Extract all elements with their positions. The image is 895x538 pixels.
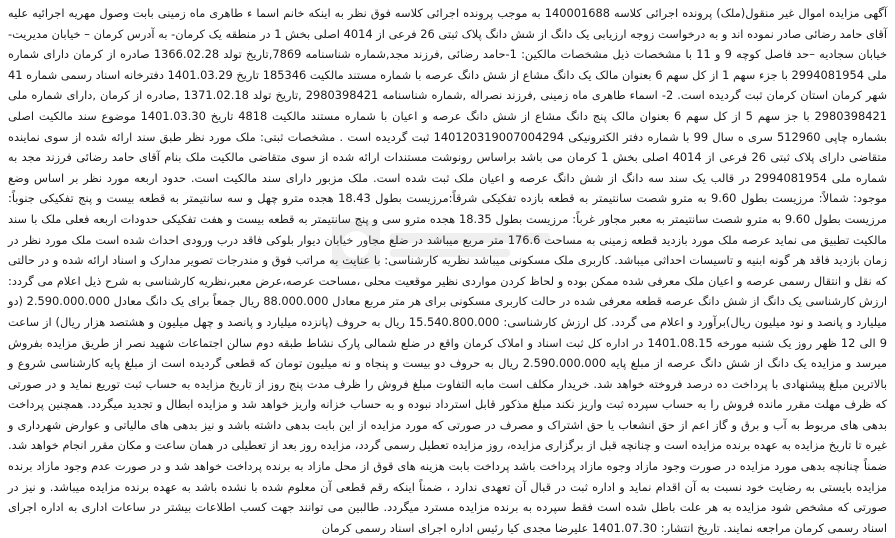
notice-body: آگهی مزایده اموال غیر منقول(ملک) پرونده اجرائی کلاسه 140001688 به موجب پرونده اجرائی کلاسه فوق نظر به اینکه خانم اسما ء طاهری ماه زمینی بابت وصول مهریه اجرائیه علیه آقای حامد رضائی صادر نموده اند و به درخواست زوجه ارزیابی یک دانگ از شش دانگ پلاک ثبتی 26 فرعی از 4014 اصلی بخش 1 در منطقه یک کرمان- به آدرس کرمان – خیابان مدیریت- خیابان سجادیه –حد فاصل کوچه 9 و 11 با مشخصات ذیل مشخصات مالکین: 1-حامد رضائی ,فرزند مجد,شماره شناسنامه 7869,تاریخ تولد 1366.02.28 صادره از کرمان دارای شماره ملی 2994081954 با جزء سهم 1 از کل سهم 6 بعنوان مالک یک دانگ مشاع از شش دانگ عرصه با شماره مستند مالکیت 185346 تاریخ 1401.03.29 دفترخانه اسناد رسمی شماره 41 شهر کرمان استان کرمان ثبت گردیده است. 2- اسماء طاهری ماه زمینی ,فرزند نصراله ,شماره شناسنامه 2980398421 ,تاریخ تولد 1371.02.18 ,صادره از کرمان ,دارای شماره ملی 2980398421 با جز سهم 5 از کل سهم 6 بعنوان مالک پنج دانگ مشاع از شش دانگ عرصه و اعیان با شماره مستند مالکیت 4818 تاریخ 1401.03.30 موضوع سند مالکیت اصلی بشماره چاپی 512960 سری ه سال 99 با شماره دفتر الکترونیکی 140120319007004294 ثبت گردیده است . مشخصات ثبتی: ملک مورد نظر طبق سند ارائه شده از سوی نماینده متقاضی دارای پلاک ثبتی 26 فرعی از 4014 اصلی بخش 1 کرمان می باشد براساس رونوشت مستندات ارائه شده از سوی متقاضی مالکیت ملک بنام آقای حامد رضائی فرزند مجد به شماره ملی 2994081954 در قالب یک سند سه دانگ از شش دانگ عرصه و اعیان ملک ثبت شده است. ملک مزبور دارای سند مالکیت است. حدود اربعه مورد نظر بر اساس وضع موجود: شمالاً: مرزیست بطول 9.60 به مترو شصت سانتیمتر به قطعه بازده تفکیکی شرقاً:مرزیست بطول 18.43 هجده مترو چهل و سه سانتیمتر به قطعه بیست و پنج تفکیکی جنوباً: مرزیست بطول 9.60 به مترو شصت سانتیمتر به معبر مجاور غرباً: مرزیست بطول 18.35 هجده مترو سی و پنج سانتیمتر به قطعه بیست و هفت تفکیکی حدودات اربعه فعلی ملک با سند مالکیت تطبیق می نماید عرصه ملک مورد بازدید قطعه زمینی به مساحت 176.6 متر مربع میباشد در ضلع مجاور خیابان دیوار بلوکی فاقد درب ورودی احداث شده است ملک مورد نظر در زمان بازدید فاقد هر گونه ابنیه و تاسیسات احداثی میباشد. کاربری ملک مسکونی میباشد نظریه کارشناسی: با عنایت به مراتب فوق و مندرجات تصویر مدارک و اسناد ارائه شده و در حالتی که نقل و انتقال رسمی عرصه و اعیان ملک معرفی شده ممکن بوده و لحاظ کردن مواردی نظیر موقعیت محلی ،مساحت عرصه،عرض معبر،نظریه کارشناسی به شرح ذیل اعلام می گردد: ارزش کارشناسی یک دانگ از شش دانگ عرصه قطعه معرفی شده در حالت کاربری مسکونی برای هر متر مربع معادل 88.000.000 ریال جمعاً برای یک دانگ معادل 2.590.000.000 (دو میلیارد و پانصد و نود میلیون ریال)برآورد و اعلام می گردد. کل ارزش کارشناسی: 15.540.800.000 ریال به حروف (پانزده میلیارد و پانصد و چهل میلیون و هشتصد هزار ریال) از ساعت 9 الی 12 ظهر روز یک شنبه مورخه 1401.08.15 در اداره کل ثبت اسناد و املاک کرمان واقع در ضلع شمالی پارک نشاط طبقه دوم سالن اجتماعات شهید نصر از طریق مزایده بفروش میرسد و مزایده یک دانگ از شش دانگ عرصه از مبلغ پایه 2.590.000.000 ریال به حروف دو بیست و پنجاه و نه میلیون تومان که قطعی گردیده است از مبلغ پایه کارشناسی شروع و بالاترین مبلغ پیشنهادی با پرداخت ده درصد فروخته خواهد شد. خریدار مکلف است مابه التفاوت مبلغ فروش را ظرف مدت پنج روز از تاریخ مزایده به حساب ثبت توریع نماید و در صورتی که ظرف مهلت مقرر مانده فروش را به حساب سپرده ثبت واریز نکند مبلغ مذکور قابل استرداد نبوده و به حساب خزانه واریز خواهد شد و مزایده ابطال و تجدید میگردد. همچنین پرداخت بدهی های مربوط به آب و برق و گاز اعم از حق انشعاب یا حق اشتراک و مصرف در صورتی که مورد مزایده از این بابت بدهی داشته باشد و نیز بدهی های مالیاتی و عوارض شهرداری و غیره تا تاریخ مزایده به عهده برنده مزایده است و چنانچه قبل از برگزاری مزایده، روز مزایده تعطیل رسمی گردد، مزایده روز بعد از تعطیلی در همان ساعت و مکان مقرر انجام خواهد شد. ضمناً چنانچه بدهی مورد مزایده در صورت وجود مازاد وجوه مازاد پرداخت باشد پرداخت بابت هزینه های قوق از محل مازاد به برنده پرداخت خواهد شد و در صورت عدم وجود مازاد برنده مزایده بایستی به رضایت خود نسبت به آن اقدام نماید و اداره ثبت در قبال آن تعهدی ندارد ، ضمناً اینکه رقم قطعی آن معلوم شده با نشده باشد به عهده برنده مزایده میباشد. و نیز در صورتی که مشخص شود مزایده به هر علت باطل شده است فقط سپرده به برنده مزایده مسترد میگردد. طالبین می توانند جهت کسب اطلاعات بیشتر در ساعات اداری به اداره اجرای اسناد رسمی کرمان مراجعه نمایند. تاریخ انتشار: 1401.07.30 علیرضا مجدی کیا رئیس اداره اجرای اسناد رسمی کرمان <box>7 6 888 535</box>
